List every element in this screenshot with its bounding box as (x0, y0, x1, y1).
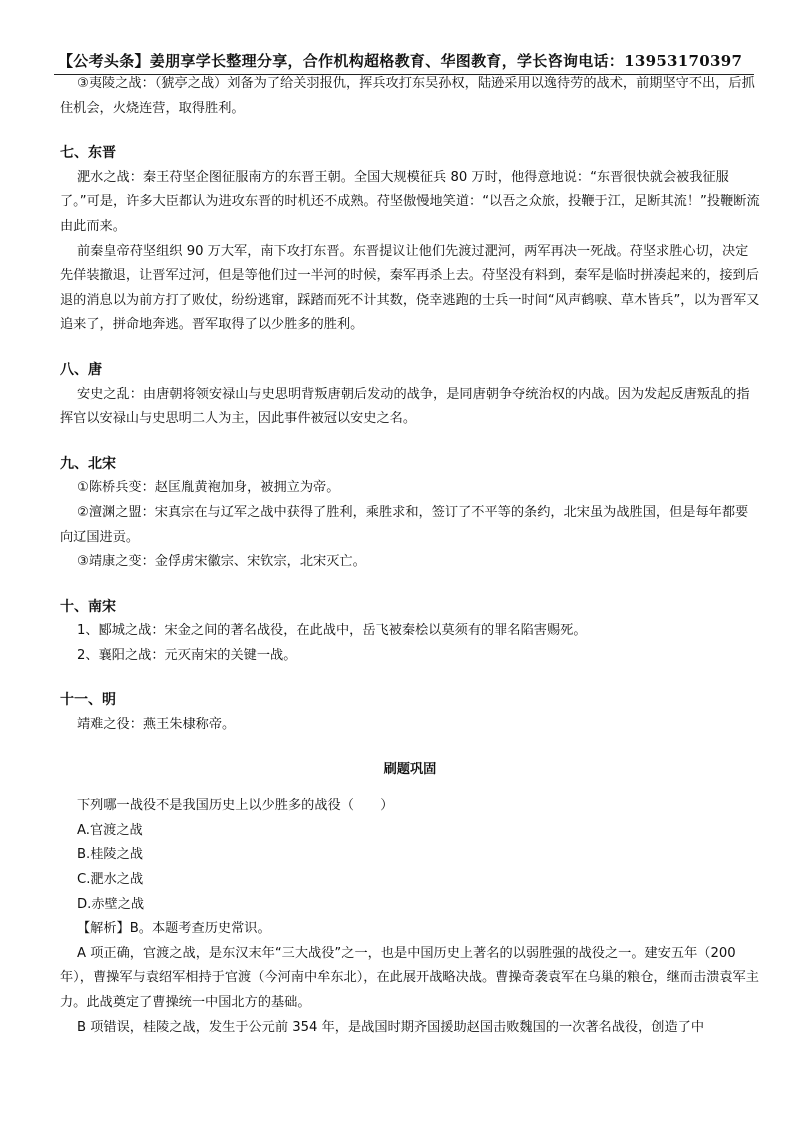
yiling-paragraph: ③夷陵之战：（猇亭之战）刘备为了给关羽报仇，挥兵攻打东吴孙权，陆逊采用以逸待劳的战术，前期坚守不出，后抓住机会，火烧连营，取得胜利。 (60, 76, 755, 116)
quiz-option-d: D.赤壁之战 (77, 896, 145, 912)
quiz-answer: 【解析】B。本题考查历史常识。 (77, 921, 271, 937)
quiz-option-a: A.官渡之战 (77, 822, 143, 838)
nansong-paragraph-2: 2、襄阳之战：元灭南宋的关键一战。 (77, 647, 297, 663)
tang-paragraph: 安史之乱：由唐朝将领安禄山与史思明背叛唐朝后发动的战争，是同唐朝争夺统治权的内战。因为发起反唐叛乱的指挥官以安禄山与史思明二人为主，因此事件被冠以安史之名。 (60, 386, 750, 427)
dongjin-paragraph-2: 前秦皇帝苻坚组织 90 万大军，南下攻打东晋。东晋提议让他们先渡过淝河，两军再决一死战。苻坚求胜心切，决定先佯装撤退，让晋军过河，但是等他们过一半河的时候，秦军再杀上去。苻坚没有料到，秦军是临时拼凑起来的，接到后退的消息以为前方打了败仗，纷纷逃窜，踩踏而死不计其数，侥幸逃跑的士兵一时间“风声鹤唳、草木皆兵”，以为晋军又追来了，拼命地奔逃。晋军取得了以少胜多的胜利。 (60, 243, 760, 333)
beisong-paragraph-2: ②澶渊之盟：宋真宗在与辽军之战中获得了胜利，乘胜求和，签订了不平等的条约，北宋虽为战胜国，但是每年都要向辽国进贡。 (60, 504, 749, 545)
page-header (54, 44, 754, 75)
ming-paragraph: 靖难之役：燕王朱棣称帝。 (77, 717, 236, 733)
quiz-option-c: C.淝水之战 (77, 872, 144, 888)
quiz-explanation-b: B 项错误，桂陵之战，发生于公元前 354 年，是战国时期齐国援助赵国击败魏国的一次著名战役，创造了中 (77, 1019, 705, 1035)
quiz-option-b: B.桂陵之战 (77, 847, 143, 863)
quiz-title: 刷题巩固 (383, 761, 437, 777)
beisong-paragraph-1: ①陈桥兵变：赵匡胤黄袍加身，被拥立为帝。 (77, 480, 340, 496)
header-text: 【公考头条】姜朋享学长整理分享，合作机构超格教育、华图教育，学长咨询电话：13953170397 (58, 52, 743, 70)
nansong-paragraph-1: 1、郾城之战：宋金之间的著名战役，在此战中，岳飞被秦桧以莫须有的罪名陷害赐死。 (77, 623, 587, 639)
dongjin-paragraph-1: 淝水之战：秦王苻坚企图征服南方的东晋王朝。全国大规模征兵 80 万时，他得意地说：“东晋很快就会被我征服了。”可是，许多大臣都认为进攻东晋的时机还不成熟。苻坚傲慢地笑道：“以吾之众旅，投鞭于江，足断其流！”投鞭断流由此而来。 (60, 169, 760, 234)
quiz-question: 下列哪一战役不是我国历史上以少胜多的战役（ ） (77, 798, 394, 814)
section-heading-beisong: 九、北宋 (60, 455, 116, 472)
section-heading-tang: 八、唐 (60, 361, 102, 378)
section-heading-dongjin: 七、东晋 (60, 145, 116, 162)
beisong-paragraph-3: ③靖康之变：金俘虏宋徽宗、宋钦宗，北宋灭亡。 (77, 554, 366, 570)
section-heading-ming: 十一、明 (60, 692, 116, 709)
section-heading-nansong: 十、南宋 (60, 598, 116, 615)
quiz-explanation-a: A 项正确，官渡之战，是东汉末年“三大战役”之一，也是中国历史上著名的以弱胜强的战役之一。建安五年（200 年），曹操军与袁绍军相持于官渡（今河南中牟东北），在此展开战略决战。曹操奇袭袁军在乌巢的粮仓，继而击溃袁军主力。此战奠定了曹操统一中国北方的基础。 (60, 945, 759, 1010)
document-body (60, 72, 760, 1040)
